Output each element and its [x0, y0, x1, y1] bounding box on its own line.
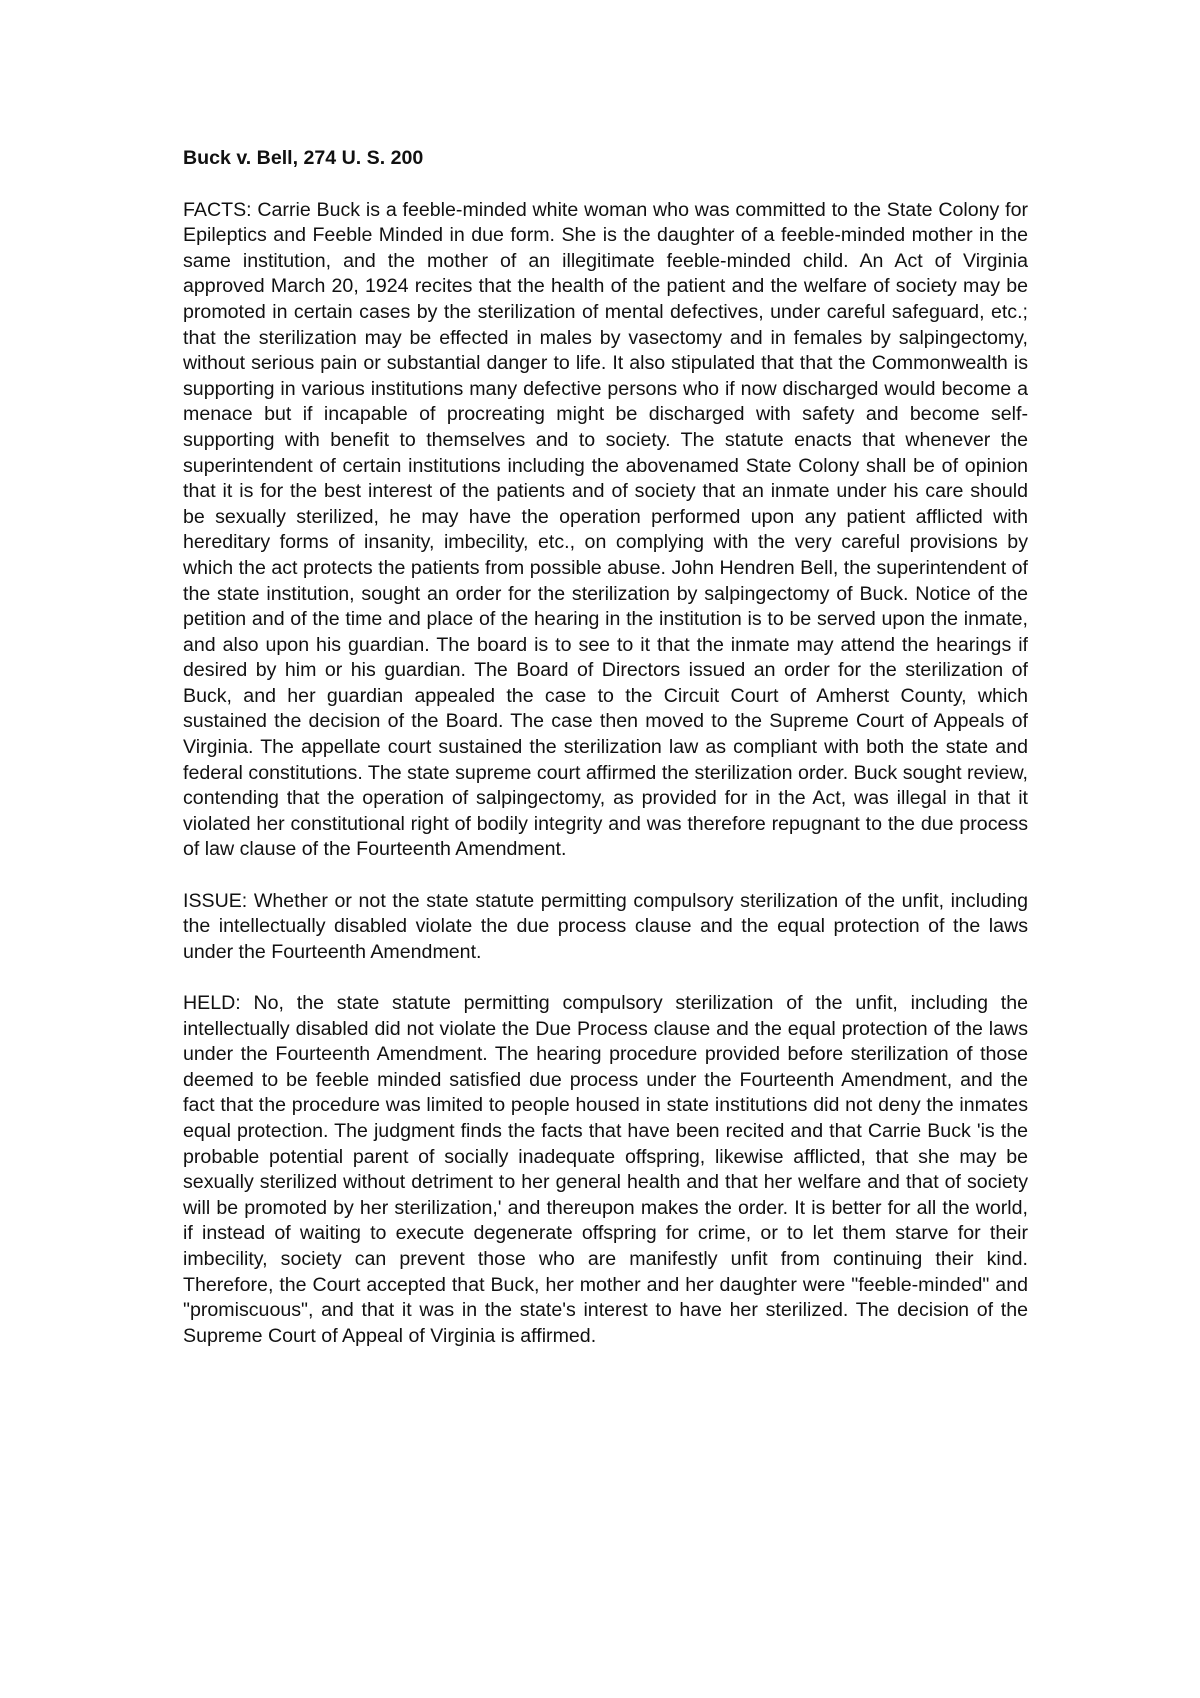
- issue-paragraph: ISSUE: Whether or not the state statute permitting compulsory sterilization of the unfit, including the intellectually disabled violate the due process clause and the equal protection of the laws under the Fourteenth Amendment.: [183, 889, 1028, 963]
- held-paragraph: HELD: No, the state statute permitting compulsory sterilization of the unfit, including the intellectually disabled did not violate the Due Process clause and the equal protection of the laws under the Fourteenth Amendment. The hearing procedure provided before sterilization of those deemed to be feeble minded satisfied due process under the Fourteenth Amendment, and the fact that the procedure was limited to people housed in state institutions did not deny the inmates equal protection. The judgment finds the facts that have been recited and that Carrie Buck 'is the probable potential parent of socially inadequate offspring, likewise afflicted, that she may be sexually sterilized without detriment to her general health and that her welfare and that of society will be promoted by her sterilization,' and thereupon makes the order. It is better for all the world, if instead of waiting to execute degenerate offspring for crime, or to let them starve for their imbecility, society can prevent those who are manifestly unfit from continuing their kind. Therefore, the Court accepted that Buck, her mother and her daughter were "feeble-minded" and "promiscuous", and that it was in the state's interest to have her sterilized. The decision of the Supreme Court of Appeal of Virginia is affirmed.: [183, 992, 1028, 1347]
- case-title: Buck v. Bell, 274 U. S. 200: [183, 147, 424, 169]
- facts-paragraph: FACTS: Carrie Buck is a feeble-minded white woman who was committed to the State Colony for Epileptics and Feeble Minded in due form. She is the daughter of a feeble-minded mother in the same institution, and the mother of an illegitimate feeble-minded child. An Act of Virginia approved March 20, 1924 recites that the health of the patient and the welfare of society may be promoted in certain cases by the sterilization of mental defectives, under careful safeguard, etc.; that the sterilization may be effected in males by vasectomy and in females by salpingectomy, without serious pain or substantial danger to life. It also stipulated that that the Commonwealth is supporting in various institutions many defective persons who if now discharged would become a menace but if incapable of procreating might be discharged with safety and become self-supporting with benefit to themselves and to society. The statute enacts that whenever the superintendent of certain institutions including the abovenamed State Colony shall be of opinion that it is for the best interest of the patients and of society that an inmate under his care should be sexually sterilized, he may have the operation performed upon any patient afflicted with hereditary forms of insanity, imbecility, etc., on complying with the very careful provisions by which the act protects the patients from possible abuse. John Hendren Bell, the superintendent of the state institution, sought an order for the sterilization by salpingectomy of Buck. Notice of the petition and of the time and place of the hearing in the institution is to be served upon the inmate, and also upon his guardian. The board is to see to it that the inmate may attend the hearings if desired by him or his guardian. The Board of Directors issued an order for the sterilization of Buck, and her guardian appealed the case to the Circuit Court of Amherst County, which sustained the decision of the Board. The case then moved to the Supreme Court of Appeals of Virginia. The appellate court sustained the sterilization law as compliant with both the state and federal constitutions. The state supreme court affirmed the sterilization order. Buck sought review, contending that the operation of salpingectomy, as provided for in the Act, was illegal in that it violated her constitutional right of bodily integrity and was therefore repugnant to the due process of law clause of the Fourteenth Amendment.: [183, 198, 1028, 861]
- document-body: [183, 146, 1028, 1375]
